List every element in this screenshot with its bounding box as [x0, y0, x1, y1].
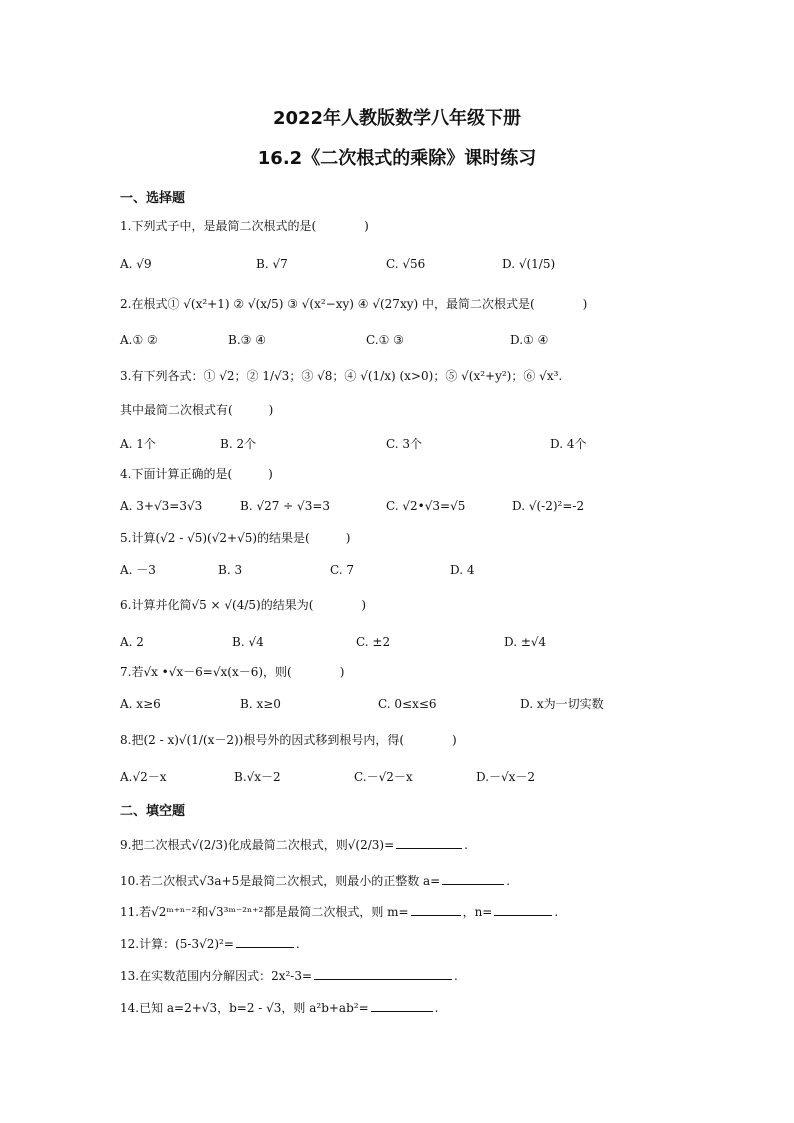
question-8-option-a: A.√2－x [120, 770, 167, 784]
question-7-option-b: B. x≥0 [240, 697, 281, 711]
question-1-option-a: A. √9 [120, 257, 152, 271]
question-3-option-c: C. 3个 [386, 437, 423, 451]
question-1-stem: 1.下列式子中，是最简二次根式的是( ) [120, 219, 369, 233]
question-8-option-b: B.√x－2 [234, 770, 281, 784]
question-12-answer-blank[interactable] [236, 935, 294, 948]
question-11-mid: ，n= [462, 905, 493, 919]
question-4-stem: 4.下面计算正确的是( ) [120, 467, 273, 481]
question-2-option-c: C.① ③ [366, 333, 404, 347]
question-5-option-d: D. 4 [450, 563, 475, 577]
question-6-option-a: A. 2 [120, 635, 144, 649]
question-6-option-c: C. ±2 [356, 635, 391, 649]
question-10-end: . [506, 874, 511, 888]
question-5-stem: 5.计算(√2 - √5)(√2+√5)的结果是( ) [120, 531, 351, 545]
question-8-stem: 8.把(2 - x)√(1/(x－2))根号外的因式移到根号内，得( ) [120, 733, 457, 747]
question-3-option-a: A. 1个 [120, 437, 156, 451]
question-4-option-b: B. √27 ÷ √3=3 [240, 499, 331, 513]
question-3-option-d: D. 4个 [550, 437, 587, 451]
section-fill-heading: 二、填空题 [120, 804, 186, 819]
question-9-end: . [464, 838, 468, 852]
question-2-option-b: B.③ ④ [228, 333, 266, 347]
question-9 [120, 835, 468, 855]
page-subtitle: 16.2《二次根式的乘除》课时练习 [257, 148, 537, 169]
question-7-option-a: A. x≥6 [120, 697, 161, 711]
question-6-option-b: B. √4 [232, 635, 264, 649]
question-6-stem: 6.计算并化简√5 × √(4/5)的结果为( ) [120, 598, 367, 612]
question-13-answer-blank[interactable] [314, 967, 452, 980]
question-4-option-a: A. 3+√3=3√3 [120, 499, 203, 513]
question-11-n-blank[interactable] [494, 903, 552, 916]
question-13-end: . [454, 969, 458, 983]
question-3-stem-line2: 其中最简二次根式有( ) [120, 403, 274, 417]
question-1-option-c: C. √56 [386, 257, 426, 271]
question-7-stem: 7.若√x •√x－6=√x(x－6)，则( ) [120, 665, 345, 679]
question-6-option-d: D. ±√4 [504, 635, 547, 649]
question-11-end: . [554, 905, 559, 919]
question-11-m-blank[interactable] [411, 903, 461, 916]
question-10-answer-blank[interactable] [442, 872, 504, 885]
question-5-option-a: A. －3 [120, 563, 156, 577]
question-11-stem: 11.若√2ᵐ⁺ⁿ⁻²和√3³ᵐ⁻²ⁿ⁺²都是最简二次根式，则 m= [120, 905, 409, 919]
question-12-stem: 12.计算：(5-3√2)²= [120, 937, 234, 951]
question-2-option-a: A.① ② [120, 333, 158, 347]
question-3-option-b: B. 2个 [220, 437, 257, 451]
section-choice-heading: 一、选择题 [120, 191, 186, 206]
question-3-stem: 3.有下列各式：① √2；② 1/√3；③ √8；④ √(1/x) (x>0)；⑤ √(x²+y²)；⑥ √x³. [120, 369, 563, 383]
question-12-end: . [295, 937, 300, 951]
question-14-end: . [434, 1001, 439, 1015]
question-4-option-d: D. √(-2)²=-2 [512, 499, 585, 513]
question-10 [120, 871, 510, 891]
question-4-option-c: C. √2•√3=√5 [386, 499, 466, 513]
question-13-stem: 13.在实数范围内分解因式：2x²-3= [120, 969, 313, 983]
question-7-option-c: C. 0≤x≤6 [378, 697, 437, 711]
question-7-option-d: D. x为一切实数 [520, 697, 604, 711]
question-14 [120, 998, 438, 1018]
question-8-option-d: D.－√x－2 [476, 770, 536, 784]
question-10-stem: 10.若二次根式√3a+5是最简二次根式，则最小的正整数 a= [120, 874, 441, 888]
question-12 [120, 934, 300, 954]
question-2-option-d: D.① ④ [510, 333, 549, 347]
question-8-option-c: C.－√2－x [354, 770, 413, 784]
question-13 [120, 966, 458, 986]
question-5-option-b: B. 3 [218, 563, 243, 577]
question-2-stem: 2.在根式① √(x²+1) ② √(x/5) ③ √(x²−xy) ④ √(27xy) 中，最简二次根式是( ) [120, 297, 588, 311]
question-1-option-b: B. √7 [256, 257, 288, 271]
question-14-stem: 14.已知 a=2+√3，b=2 - √3，则 a²b+ab²= [120, 1001, 369, 1015]
question-5-option-c: C. 7 [330, 563, 355, 577]
question-9-stem: 9.把二次根式√(2/3)化成最简二次根式，则√(2/3)= [120, 838, 395, 852]
question-11 [120, 902, 558, 922]
page-title: 2022年人教版数学八年级下册 [272, 108, 522, 129]
question-14-answer-blank[interactable] [371, 999, 433, 1012]
question-1-option-d: D. √(1/5) [502, 257, 556, 271]
question-9-answer-blank[interactable] [396, 836, 462, 849]
